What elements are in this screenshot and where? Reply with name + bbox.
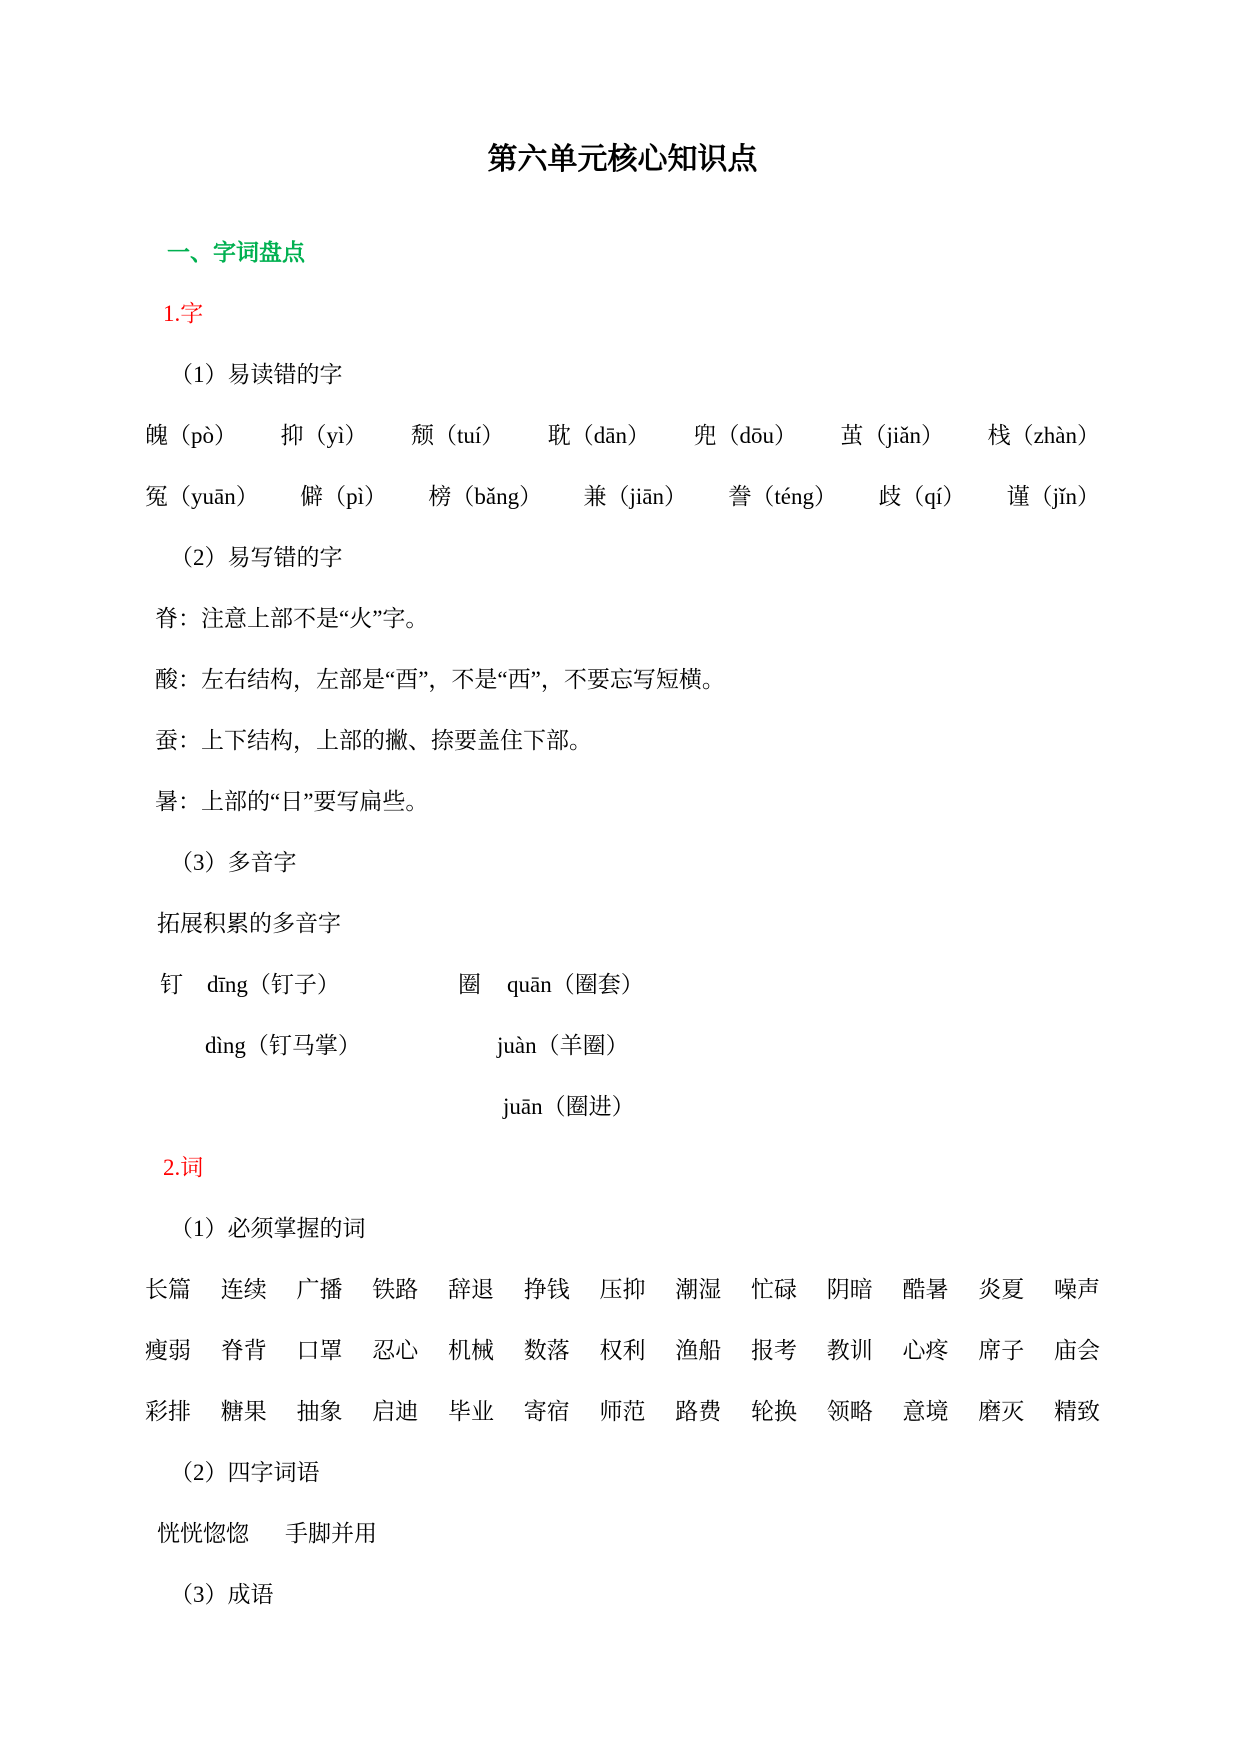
misread-character-entry: 榜（bǎng） [428,484,543,509]
word-entry: 噪声 [1054,1277,1100,1302]
polyphone-row-2 [145,1031,1100,1061]
misread-character-entry: 耽（dān） [547,423,650,448]
miswritten-note: 蚕：上下结构，上部的撇、捺要盖住下部。 [155,728,592,753]
polyphone-table [145,970,1100,1122]
miswritten-note: 暑：上部的“日”要写扁些。 [155,789,429,814]
polyphone-intro: 拓展积累的多音字 [157,911,341,936]
word-entry: 脊背 [220,1338,267,1363]
misread-character-entry: 谨（jǐn） [1006,484,1100,509]
word-entry: 炎夏 [978,1277,1025,1302]
word-entry: 忍心 [372,1338,419,1363]
polyphone-group-ding [145,1031,458,1061]
word-entry: 挣钱 [523,1277,570,1302]
polyphone-group-quan [458,1031,1100,1061]
four-char-words-line [157,1519,1100,1549]
word-entry: 报考 [751,1338,797,1363]
misread-character-entry: 僻（pì） [300,484,387,509]
word-entry: 教训 [826,1338,873,1363]
word-entry: 辞退 [448,1277,494,1302]
miswritten-note: 酸：左右结构，左部是“酉”，不是“西”，不要忘写短横。 [155,667,725,692]
word-entry: 连续 [220,1277,267,1302]
word-entry: 路费 [675,1399,722,1424]
word-entry: 意境 [902,1399,949,1424]
word-entry: 糖果 [220,1399,267,1424]
misread-character-entry: 兜（dōu） [693,423,798,448]
polyphone-group-quan [458,970,1100,1000]
label-idioms: （3）成语 [170,1582,274,1607]
word-entry: 长篇 [145,1277,191,1302]
word-entry: 庙会 [1054,1338,1100,1363]
word-entry: 渔船 [675,1338,722,1363]
word-entry: 师范 [599,1399,646,1424]
word-entry: 机械 [448,1338,494,1363]
word-list-line-3 [145,1397,1100,1427]
word-entry: 广播 [296,1277,343,1302]
misread-character-entry: 魄（pò） [145,423,237,448]
section-heading-word-inventory: 一、字词盘点 [167,240,305,265]
polyphone-reading: quān（圈套） [507,972,644,997]
four-char-word-entry: 手脚并用 [285,1521,377,1546]
miswritten-note: 脊：注意上部不是“火”字。 [155,606,429,631]
polyphone-group-ding [145,1092,458,1122]
four-char-word-entry: 恍恍惚惚 [157,1521,249,1546]
misread-characters-line-2 [145,482,1100,512]
subsection-heading-characters: 1.字 [163,301,204,326]
polyphone-reading: dīng（钉子） [207,972,340,997]
misread-character-entry: 誊（téng） [728,484,837,509]
word-entry: 毕业 [448,1399,494,1424]
word-entry: 酷暑 [902,1277,949,1302]
word-entry: 口罩 [296,1338,343,1363]
label-easily-misread: （1）易读错的字 [170,362,343,387]
polyphone-reading: dìng（钉马掌） [205,1033,361,1058]
misread-characters-line-1 [145,421,1100,451]
polyphone-group-ding [145,970,458,1000]
word-entry: 压抑 [599,1277,646,1302]
word-list-line-2 [145,1336,1100,1366]
label-easily-miswritten: （2）易写错的字 [170,545,343,570]
miswritten-notes [145,604,1100,817]
polyphone-group-quan [458,1092,1100,1122]
subsection-heading-words: 2.词 [163,1155,204,1180]
word-entry: 潮湿 [675,1277,722,1302]
misread-character-entry: 兼（jiān） [583,484,687,509]
misread-character-entry: 抑（yì） [280,423,368,448]
polyphone-row-3 [145,1092,1100,1122]
polyphone-row-1 [145,970,1100,1000]
word-entry: 阴暗 [826,1277,873,1302]
misread-character-entry: 歧（qí） [878,484,966,509]
page-title: 第六单元核心知识点 [487,143,758,176]
word-entry: 铁路 [372,1277,419,1302]
label-must-master-words: （1）必须掌握的词 [170,1216,366,1241]
word-entry: 领略 [826,1399,873,1424]
word-entry: 寄宿 [523,1399,570,1424]
word-entry: 心疼 [902,1338,949,1363]
document-content [145,0,1100,1641]
word-entry: 数落 [523,1338,570,1363]
word-entry: 轮换 [751,1399,797,1424]
word-list-line-1 [145,1275,1100,1305]
word-entry: 启迪 [372,1399,419,1424]
polyphone-reading: juàn（羊圈） [497,1033,629,1058]
polyphone-char-quan: 圈 [458,972,481,997]
word-entry: 彩排 [145,1399,191,1424]
word-entry: 磨灭 [978,1399,1025,1424]
word-entry: 瘦弱 [145,1338,191,1363]
misread-character-entry: 茧（jiǎn） [840,423,945,448]
polyphone-reading: juān（圈进） [503,1094,635,1119]
word-entry: 抽象 [296,1399,343,1424]
word-entry: 精致 [1054,1399,1100,1424]
label-polyphones: （3）多音字 [170,850,297,875]
misread-character-entry: 颓（tuí） [410,423,505,448]
misread-character-entry: 冤（yuān） [145,484,259,509]
word-entry: 权利 [599,1338,646,1363]
word-entry: 席子 [978,1338,1025,1363]
polyphone-char-ding: 钉 [160,972,183,997]
misread-character-entry: 栈（zhàn） [987,423,1100,448]
label-four-char-words: （2）四字词语 [170,1460,320,1485]
word-entry: 忙碌 [751,1277,797,1302]
